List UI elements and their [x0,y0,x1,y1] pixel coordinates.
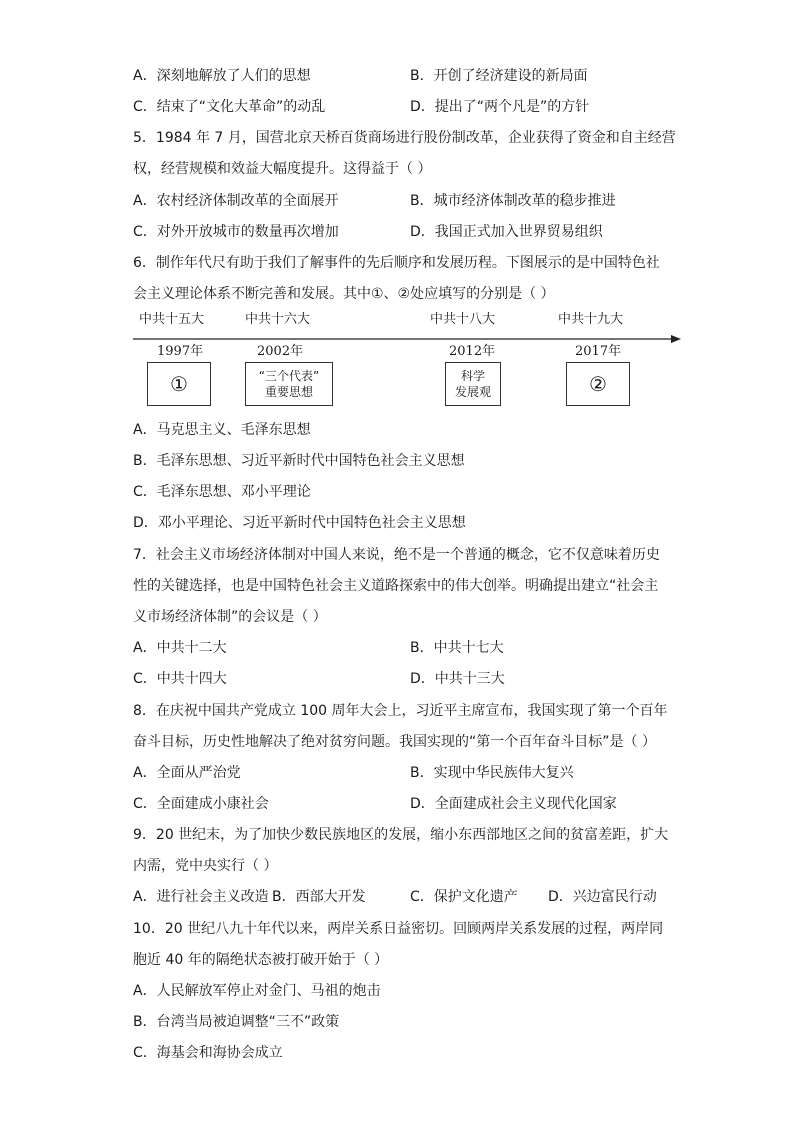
q5-stem-line1: 5．1984 年 7 月，国营北京天桥百货商场进行股份制改革，企业获得了资金和自主经营 [133,130,676,146]
q7-stem-line3: 义市场经济体制”的会议是（ ） [133,609,327,625]
q8-stem-line1: 8．在庆祝中国共产党成立 100 周年大会上，习近平主席宣布，我国实现了第一个百年 [133,703,668,719]
box-2-line1: “三个代表” [258,369,320,383]
q9-stem-line1: 9．20 世纪末，为了加快少数民族地区的发展，缩小东西部地区之间的贫富差距，扩大 [133,827,669,843]
q10-option-a: A．人民解放军停止对金门、马祖的炮击 [133,983,381,999]
box-4-marker: ② [589,372,607,396]
q7-option-b: B．中共十七大 [410,640,504,656]
box-3-line1: 科学 [460,369,485,383]
q7-stem-line2: 性的关键选择，也是中国特色社会主义道路探索中的伟大创举。明确提出建立“社会主 [133,578,659,594]
timeline-year-2017: 2017年 [575,344,622,359]
q6-stem-line2: 会主义理论体系不断完善和发展。其中①、②处应填写的分别是（ ） [133,286,555,302]
q5-stem-line2: 权，经营规模和效益大幅度提升。这得益于（ ） [133,161,432,177]
q6-option-b: B．毛泽东思想、习近平新时代中国特色社会主义思想 [133,453,465,469]
q7-option-d: D．中共十三大 [410,671,505,687]
q8-stem-line2: 奋斗目标，历史性地解决了绝对贫穷问题。我国实现的“第一个百年奋斗目标”是（ ） [133,734,656,750]
timeline-arrow-icon [671,335,681,343]
timeline-box-4 [566,362,630,406]
timeline-label-15: 中共十五大 [139,312,205,327]
q8-option-d: D．全面建成社会主义现代化国家 [410,796,617,812]
box-3-line2: 发展观 [454,385,491,399]
q9-option-b: B．西部大开发 [272,889,366,905]
q4-option-b: B．开创了经济建设的新局面 [410,68,588,84]
q9-option-d: D．兴边富民行动 [548,889,657,905]
q4-option-c: C．结束了“文化大革命”的动乱 [133,99,326,115]
timeline-label-18: 中共十八大 [430,312,496,327]
q8-option-a: A．全面从严治党 [133,765,241,781]
q9-option-a: A．进行社会主义改造 [133,889,269,905]
q6-option-c: C．毛泽东思想、邓小平理论 [133,484,311,500]
box-2-line2: 重要思想 [264,385,313,399]
timeline-box-3 [445,362,501,406]
q7-stem-line1: 7．社会主义市场经济体制对中国人来说，绝不是一个普通的概念，它不仅意味着历史 [133,547,660,563]
q4-option-d: D．提出了“两个凡是”的方针 [410,99,590,115]
q5-option-b: B．城市经济体制改革的稳步推进 [410,193,616,209]
timeline-year-1997: 1997年 [157,344,204,359]
q10-stem-line1: 10．20 世纪八九十年代以来，两岸关系日益密切。回顾两岸关系发展的过程，两岸同 [133,921,664,937]
q6-timeline [133,305,693,415]
q10-stem-line2: 胞近 40 年的隔绝状态被打破开始于（ ） [133,952,389,968]
q7-option-c: C．中共十四大 [133,671,227,687]
q6-stem-line1: 6．制作年代尺有助于我们了解事件的先后顺序和发展历程。下图展示的是中国特色社 [133,255,660,271]
q10-option-c: C．海基会和海协会成立 [133,1045,283,1061]
q7-option-a: A．中共十二大 [133,640,227,656]
timeline-year-2012: 2012年 [449,344,496,359]
q5-option-d: D．我国正式加入世界贸易组织 [410,224,603,240]
timeline-box-2 [245,362,333,406]
q8-option-c: C．全面建成小康社会 [133,796,269,812]
q10-option-b: B．台湾当局被迫调整“三不”政策 [133,1014,340,1030]
q9-option-c: C．保护文化遗产 [410,889,518,905]
q4-option-a: A．深刻地解放了人们的思想 [133,68,311,84]
timeline-year-2002: 2002年 [257,344,304,359]
box-1-marker: ① [170,372,188,396]
q5-option-a: A．农村经济体制改革的全面展开 [133,193,339,209]
q8-option-b: B．实现中华民族伟大复兴 [410,765,574,781]
q5-option-c: C．对外开放城市的数量再次增加 [133,224,339,240]
timeline-label-16: 中共十六大 [245,312,311,327]
q9-stem-line2: 内需，党中央实行（ ） [133,858,278,874]
timeline-box-1 [147,362,211,406]
q6-option-a: A．马克思主义、毛泽东思想 [133,422,311,438]
timeline-label-19: 中共十九大 [558,312,624,327]
q6-option-d: D．邓小平理论、习近平新时代中国特色社会主义思想 [133,515,466,531]
